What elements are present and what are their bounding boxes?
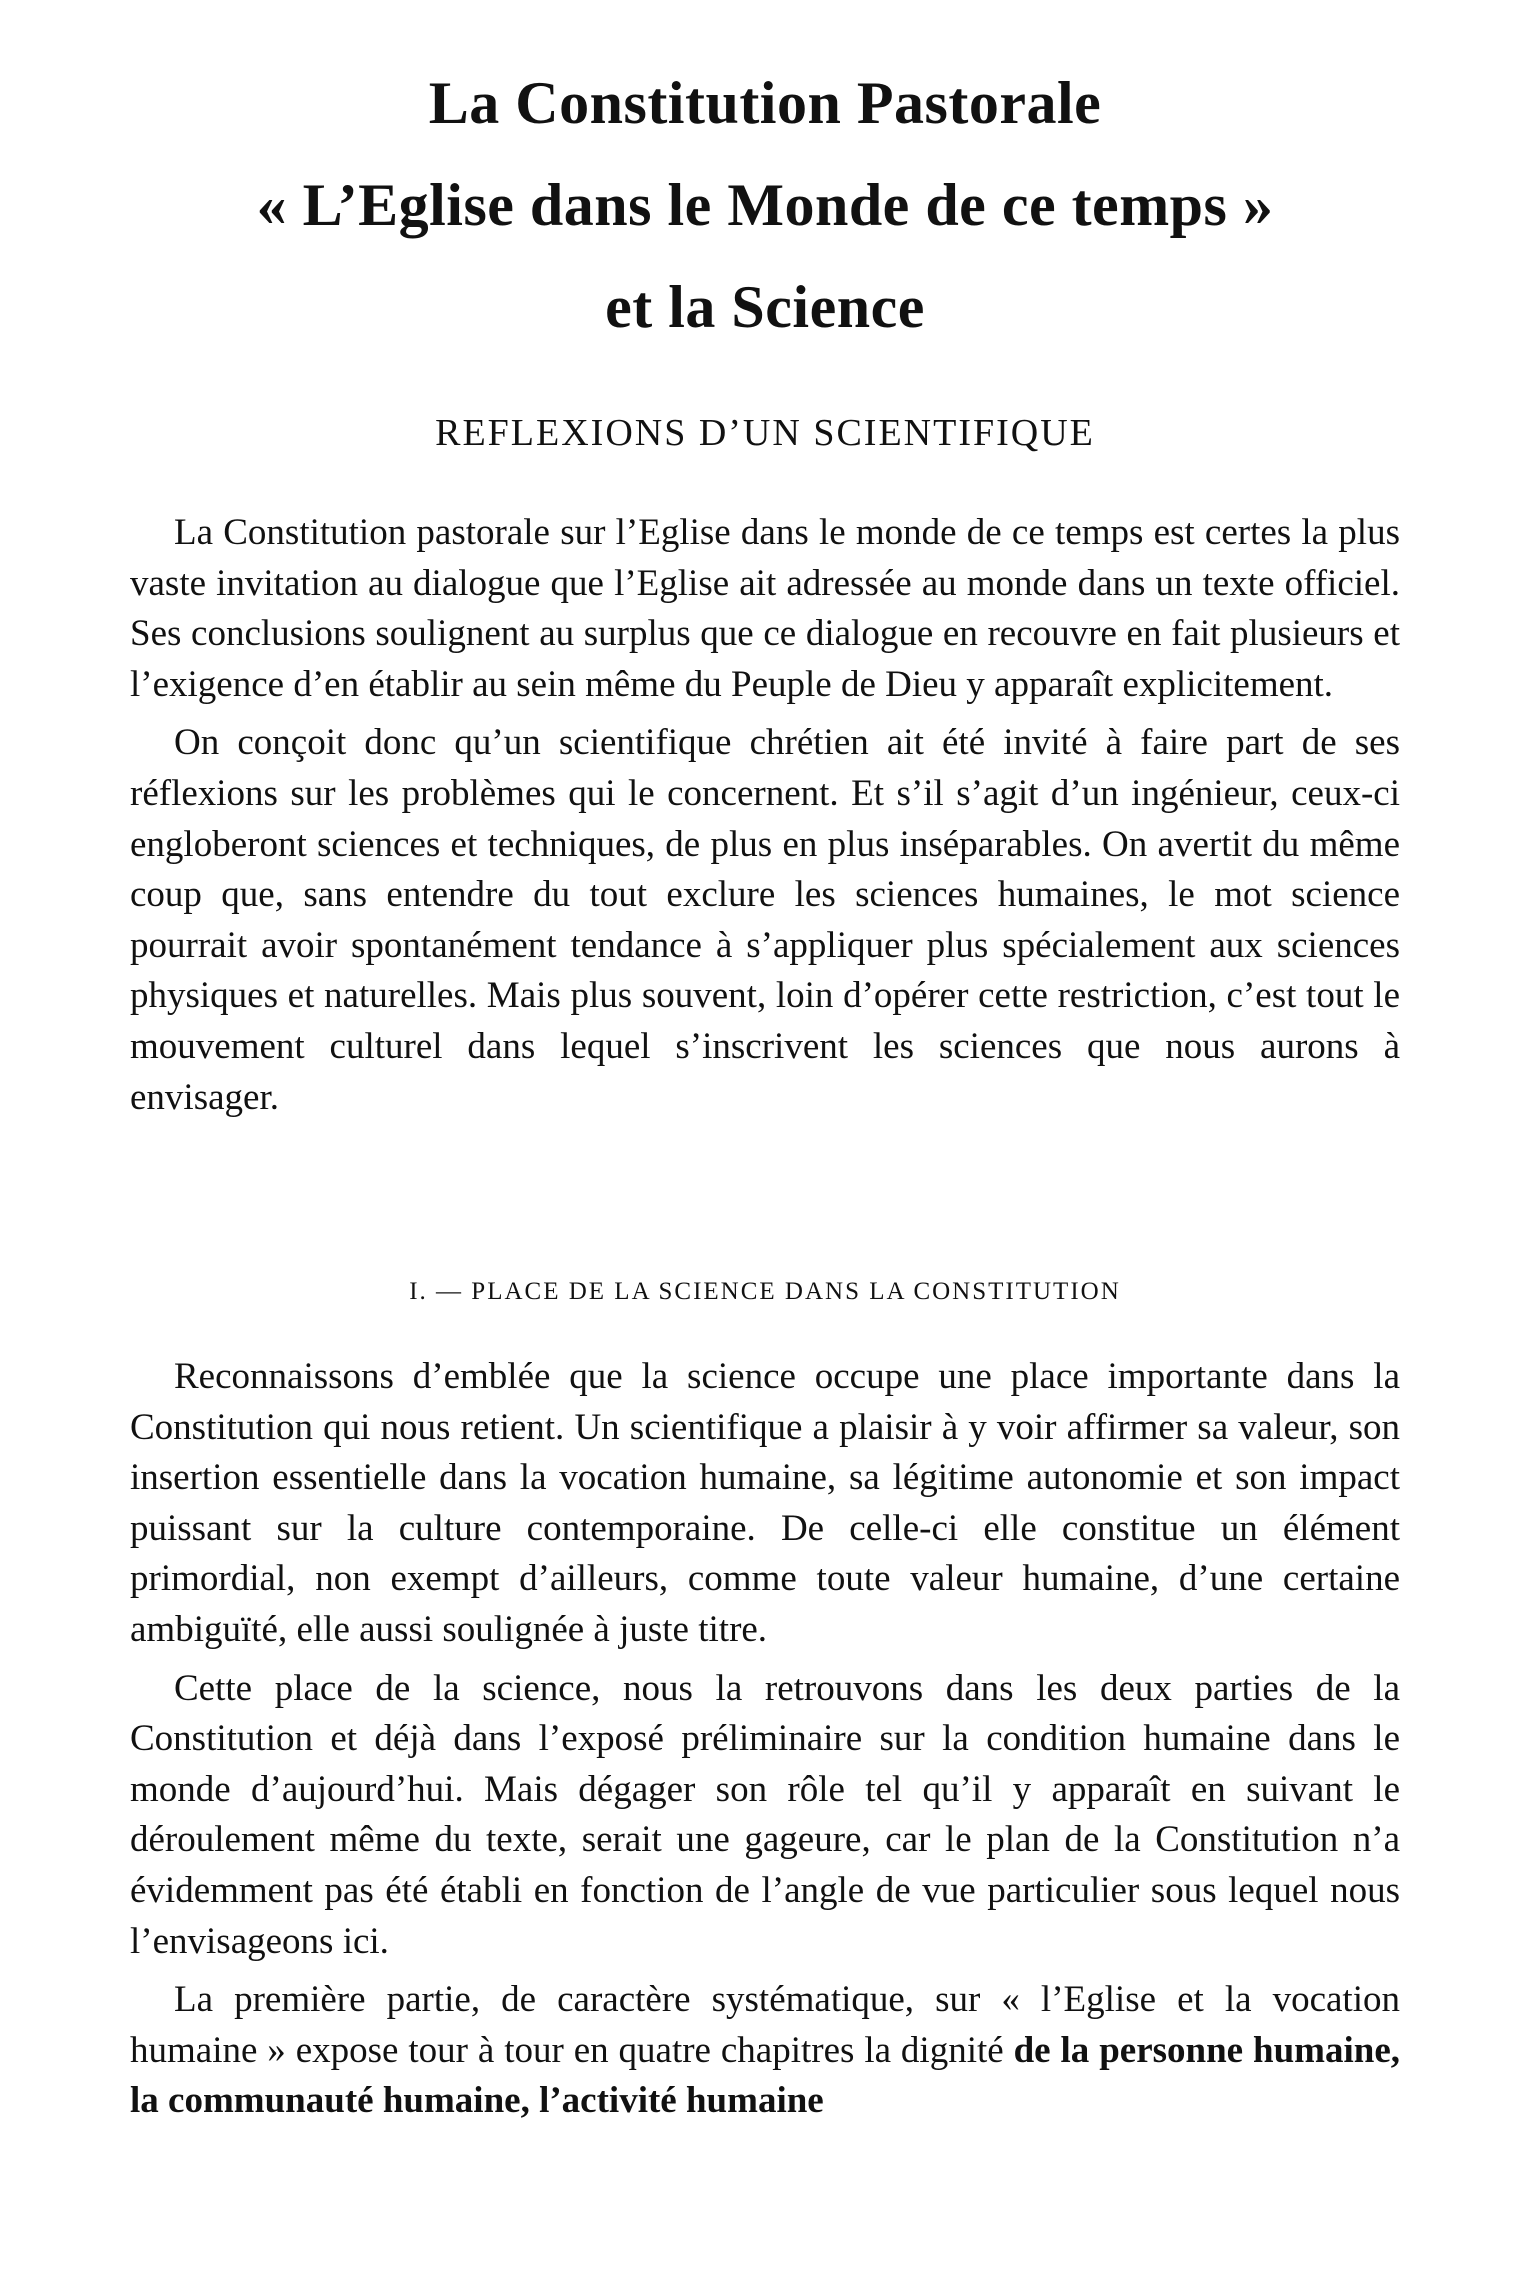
section-paragraph-3-text: La première partie, de caractère systématique, sur « l’Eglise et la vocation humaine » expose tour à tour en quatre chapitres la dignité bbox=[130, 1979, 1400, 2071]
section-heading: I. — PLACE DE LA SCIENCE DANS LA CONSTITUTION bbox=[409, 1278, 1121, 1305]
section-paragraph-1: Reconnaissons d’emblée que la science occupe une place importante dans la Constitution qui nous retient. Un scientifique a plaisir à y voir affirmer sa valeur, son insertion essentielle dans la vocation humaine, sa légitime autonomie et son impact puissant sur la culture contemporaine. De celle-ci elle constitue un élément primordial, non exempt d’ailleurs, comme toute valeur humaine, d’une certaine ambiguïté, elle aussi soulignée à juste titre. bbox=[130, 1356, 1400, 1650]
article-subtitle: REFLEXIONS D’UN SCIENTIFIQUE bbox=[435, 412, 1095, 454]
intro-paragraph-1: La Constitution pastorale sur l’Eglise dans le monde de ce temps est certes la plus vaste invitation au dialogue que l’Eglise ait adressée au monde dans un texte officiel. Ses conclusions soulignent au surplus que ce dialogue en recouvre en fait plusieurs et l’exigence d’en établir au sein même du Peuple de Dieu y apparaît explicitement. bbox=[130, 512, 1400, 705]
title-line-2: « L’Eglise dans le Monde de ce temps » bbox=[256, 172, 1274, 238]
intro-paragraph-2: On conçoit donc qu’un scientifique chrétien ait été invité à faire part de ses réflexions sur les problèmes qui le concernent. Et s’il s’agit d’un ingénieur, ceux-ci engloberont sciences et techniques, de plus en plus inséparables. On avertit du même coup que, sans entendre du tout exclure les sciences humaines, le mot science pourrait avoir spontanément tendance à s’appliquer plus spécialement aux sciences physiques et naturelles. Mais plus souvent, loin d’opérer cette restriction, c’est tout le mouvement culturel dans lequel s’inscrivent les sciences que nous aurons à envisager. bbox=[130, 722, 1400, 1118]
section-paragraph-2: Cette place de la science, nous la retrouvons dans les deux parties de la Constitution et déjà dans l’exposé préliminaire sur la condition humaine dans le monde d’aujourd’hui. Mais dégager son rôle tel qu’il y apparaît en suivant le déroulement même du texte, serait une gageure, car le plan de la Constitution n’a évidemment pas été établi en fonction de l’angle de vue particulier sous lequel nous l’envisageons ici. bbox=[130, 1667, 1400, 1962]
section-paragraph-3 bbox=[130, 1975, 1400, 2127]
section-paragraph-3-bold-text: de la personne humaine, la communauté humaine, l’activité humaine bbox=[130, 2029, 1401, 2122]
article-title bbox=[130, 52, 1400, 358]
title-line-3: et la Science bbox=[605, 274, 925, 340]
title-line-1: La Constitution Pastorale bbox=[428, 70, 1102, 136]
section-text bbox=[130, 1352, 1400, 2135]
intro-text bbox=[130, 508, 1400, 1131]
